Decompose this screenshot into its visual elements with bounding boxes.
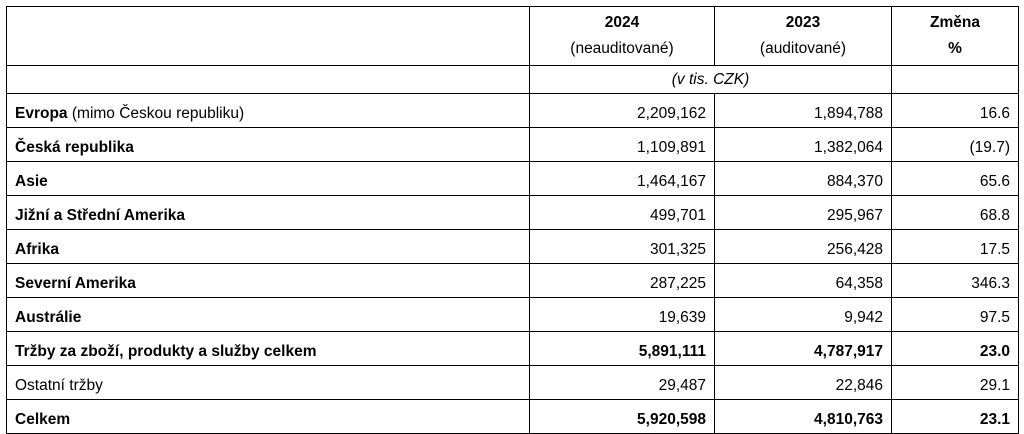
row-label-cell (7, 264, 530, 298)
unit-row (7, 66, 1019, 94)
row-label-bold: Severní Amerika (15, 275, 136, 292)
value-change: 16.6 (892, 94, 1019, 128)
row-label-cell (7, 400, 530, 434)
value-change: 346.3 (892, 264, 1019, 298)
row-label-bold: Tržby za zboží, produkty a služby celkem (15, 343, 317, 360)
table-header-row (7, 7, 1019, 66)
value-2024: 5,891,111 (530, 332, 715, 366)
value-2023: 295,967 (715, 196, 892, 230)
value-2023: 1,382,064 (715, 128, 892, 162)
row-label-bold: Evropa (15, 105, 68, 122)
header-2023 (715, 7, 892, 66)
header-2023-year: 2023 (785, 14, 821, 31)
table-row (7, 94, 1019, 128)
row-label-cell (7, 128, 530, 162)
row-label-cell (7, 332, 530, 366)
unit-label: (v tis. CZK) (671, 70, 750, 88)
value-change: (19.7) (892, 128, 1019, 162)
table-body (7, 94, 1019, 434)
value-2024: 499,701 (530, 196, 715, 230)
row-label-normal: (mimo Českou republiku) (67, 105, 245, 122)
row-label-bold: Jižní a Střední Amerika (15, 207, 185, 224)
row-label-cell (7, 94, 530, 128)
value-2024: 1,464,167 (530, 162, 715, 196)
row-label-bold: Asie (15, 173, 48, 190)
row-label-normal: Ostatní tržby (15, 377, 103, 394)
table-row (7, 332, 1019, 366)
value-2023: 64,358 (715, 264, 892, 298)
row-label-bold: Afrika (15, 241, 59, 258)
value-2024: 1,109,891 (530, 128, 715, 162)
row-label-cell (7, 230, 530, 264)
value-2023: 9,942 (715, 298, 892, 332)
header-2023-note: (auditované) (759, 40, 847, 57)
value-2023: 4,787,917 (715, 332, 892, 366)
value-change: 97.5 (892, 298, 1019, 332)
table-row (7, 230, 1019, 264)
revenue-by-region-table (6, 6, 1019, 434)
table-row (7, 366, 1019, 400)
value-change: 23.0 (892, 332, 1019, 366)
unit-empty-cell (7, 66, 530, 94)
value-2024: 19,639 (530, 298, 715, 332)
table-row (7, 128, 1019, 162)
value-change: 65.6 (892, 162, 1019, 196)
unit-cell (530, 66, 892, 94)
header-change-unit: % (948, 40, 962, 57)
value-2024: 29,487 (530, 366, 715, 400)
header-2024 (530, 7, 715, 66)
value-2024: 2,209,162 (530, 94, 715, 128)
header-empty-cell (7, 7, 530, 66)
row-label-bold: Austrálie (15, 309, 82, 326)
row-label-cell (7, 298, 530, 332)
value-change: 29.1 (892, 366, 1019, 400)
value-2023: 4,810,763 (715, 400, 892, 434)
value-2023: 884,370 (715, 162, 892, 196)
table-row (7, 264, 1019, 298)
header-2024-note: (neauditované) (570, 40, 674, 57)
row-label-bold: Česká republika (15, 139, 134, 156)
value-2024: 301,325 (530, 230, 715, 264)
value-2023: 256,428 (715, 230, 892, 264)
row-label-bold: Celkem (15, 411, 71, 428)
header-change-title: Změna (930, 14, 980, 31)
row-label-cell (7, 162, 530, 196)
value-2024: 287,225 (530, 264, 715, 298)
table-row (7, 196, 1019, 230)
row-label-cell (7, 366, 530, 400)
value-2023: 1,894,788 (715, 94, 892, 128)
table-row (7, 162, 1019, 196)
unit-empty-change (892, 66, 1019, 94)
value-change: 17.5 (892, 230, 1019, 264)
value-2023: 22,846 (715, 366, 892, 400)
value-change: 23.1 (892, 400, 1019, 434)
value-change: 68.8 (892, 196, 1019, 230)
header-2024-year: 2024 (604, 14, 640, 31)
value-2024: 5,920,598 (530, 400, 715, 434)
table-row (7, 400, 1019, 434)
table-row (7, 298, 1019, 332)
row-label-cell (7, 196, 530, 230)
header-change (892, 7, 1019, 66)
